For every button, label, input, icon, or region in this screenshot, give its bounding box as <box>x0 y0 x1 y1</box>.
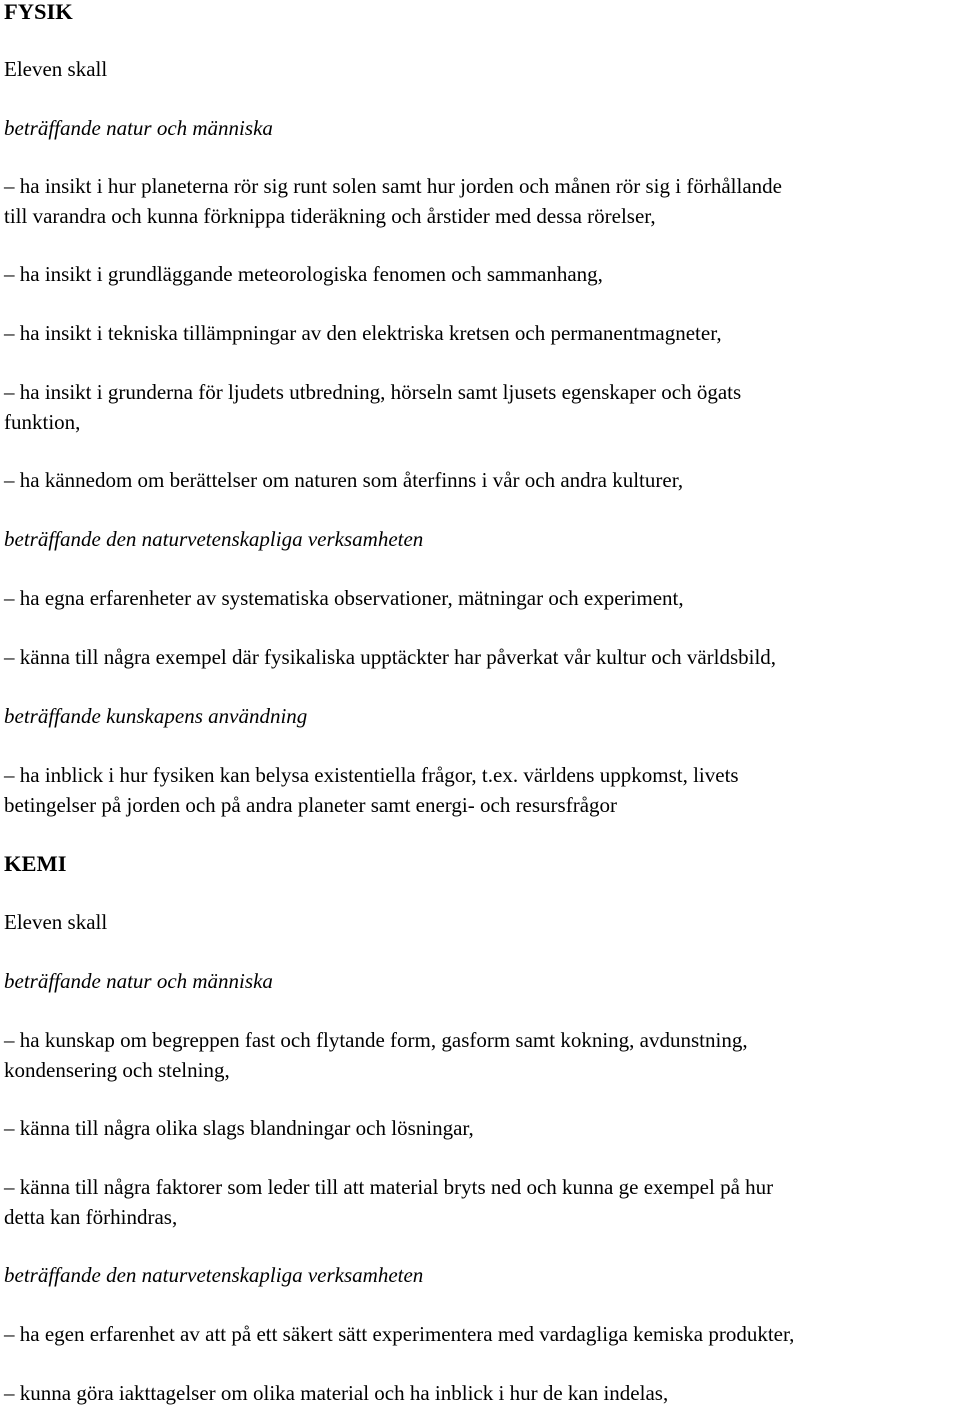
fysik-list-item-line: funktion, <box>4 409 81 434</box>
fysik-section-heading-natur: beträffande natur och människa <box>4 116 273 140</box>
fysik-list-item: – ha kännedom om berättelser om naturen som återfinns i vår och andra kulturer, <box>4 468 684 492</box>
kemi-section-heading-verksamhet: beträffande den naturvetenskapliga verksamheten <box>4 1263 424 1287</box>
kemi-list-item <box>4 1173 960 1232</box>
kemi-title: KEMI <box>4 851 67 876</box>
fysik-list-item-line: betingelser på jorden och på andra planeter samt energi- och resursfrågor <box>4 792 618 817</box>
kemi-list-item: – kunna göra iakttagelser om olika material och ha inblick i hur de kan indelas, <box>4 1381 669 1405</box>
kemi-list-item-line: – känna till några faktorer som leder till att material bryts ned och kunna ge exempel på hur <box>4 1175 774 1199</box>
fysik-list-item-line: – ha insikt i grunderna för ljudets utbredning, hörseln samt ljusets egenskaper och ögats <box>4 380 742 404</box>
fysik-list-item: – känna till några exempel där fysikaliska upptäckter har påverkat vår kultur och världsbild, <box>4 645 777 669</box>
fysik-list-item-line: – ha insikt i hur planeterna rör sig runt solen samt hur jorden och månen rör sig i förhållande <box>4 174 782 198</box>
kemi-list-item: – ha egen erfarenhet av att på ett säkert sätt experimentera med vardagliga kemiska produkter, <box>4 1322 795 1346</box>
kemi-section-heading-natur: beträffande natur och människa <box>4 969 273 993</box>
fysik-title: FYSIK <box>4 0 73 24</box>
fysik-list-item: – ha insikt i tekniska tillämpningar av den elektriska kretsen och permanentmagneter, <box>4 321 722 345</box>
fysik-list-item: – ha egna erfarenheter av systematiska observationer, mätningar och experiment, <box>4 586 684 610</box>
kemi-list-item: – känna till några olika slags blandningar och lösningar, <box>4 1116 474 1140</box>
fysik-list-item <box>4 761 960 820</box>
kemi-intro: Eleven skall <box>4 910 108 934</box>
fysik-list-item <box>4 172 960 231</box>
fysik-list-item: – ha insikt i grundläggande meteorologiska fenomen och sammanhang, <box>4 262 603 286</box>
fysik-intro: Eleven skall <box>4 57 108 81</box>
kemi-list-item-line: detta kan förhindras, <box>4 1204 178 1229</box>
kemi-list-item <box>4 1026 960 1085</box>
kemi-list-item-line: kondensering och stelning, <box>4 1057 230 1082</box>
fysik-section-heading-anvandning: beträffande kunskapens användning <box>4 704 308 728</box>
kemi-list-item-line: – ha kunskap om begreppen fast och flytande form, gasform samt kokning, avdunstning, <box>4 1028 748 1052</box>
fysik-list-item-line: till varandra och kunna förknippa tideräkning och årstider med dessa rörelser, <box>4 203 656 228</box>
fysik-list-item <box>4 378 960 437</box>
fysik-section-heading-verksamhet: beträffande den naturvetenskapliga verksamheten <box>4 527 424 551</box>
fysik-list-item-line: – ha inblick i hur fysiken kan belysa existentiella frågor, t.ex. världens uppkomst, livets <box>4 763 739 787</box>
